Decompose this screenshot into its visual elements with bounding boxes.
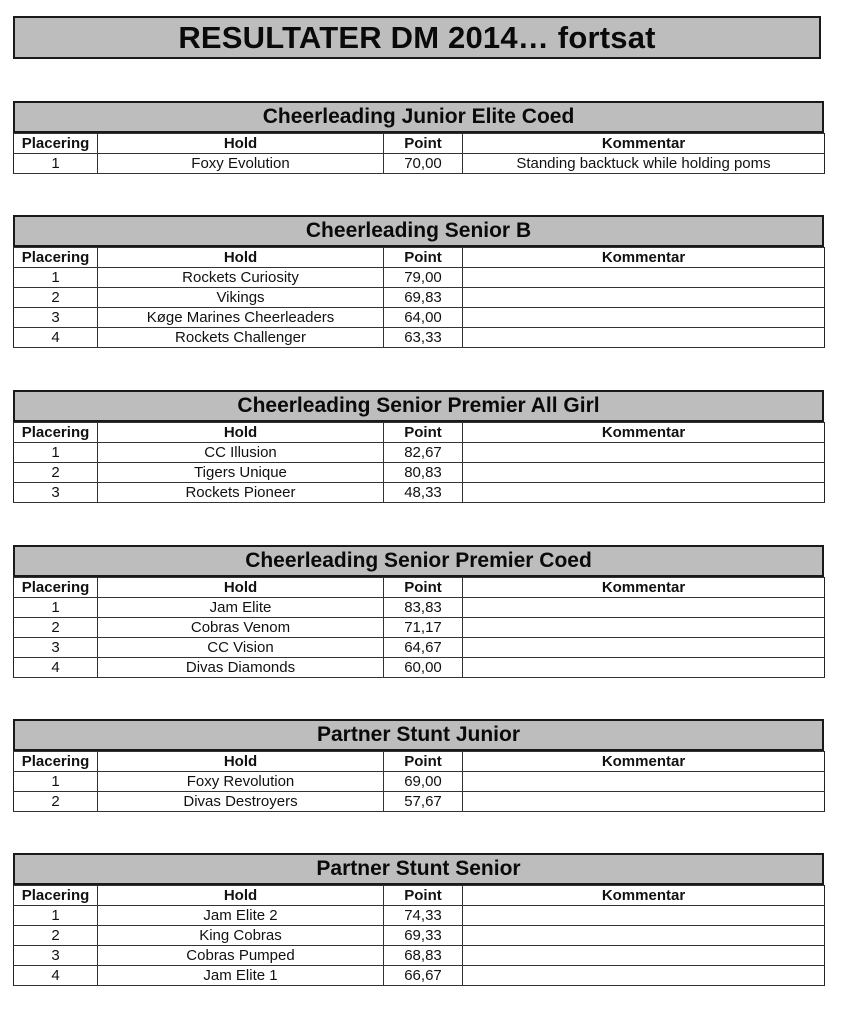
cell-kommentar (463, 443, 825, 463)
cell-hold: Cobras Pumped (98, 946, 384, 966)
table-row (14, 463, 825, 483)
cell-kommentar (463, 792, 825, 812)
cell-point: 69,00 (384, 772, 463, 792)
cell-kommentar (463, 328, 825, 348)
column-header-kommentar: Kommentar (463, 578, 825, 598)
cell-placering: 2 (14, 618, 98, 638)
results-table (13, 133, 825, 174)
table-row (14, 638, 825, 658)
cell-point: 80,83 (384, 463, 463, 483)
table-row (14, 906, 825, 926)
cell-kommentar (463, 268, 825, 288)
cell-hold: Foxy Revolution (98, 772, 384, 792)
cell-hold: King Cobras (98, 926, 384, 946)
column-header-placering: Placering (14, 752, 98, 772)
table-header-row (14, 423, 825, 443)
column-header-hold: Hold (98, 134, 384, 154)
section-title: Cheerleading Senior Premier All Girl (13, 390, 824, 422)
cell-hold: Divas Diamonds (98, 658, 384, 678)
table-row (14, 966, 825, 986)
cell-placering: 2 (14, 288, 98, 308)
results-section (13, 215, 824, 348)
cell-kommentar (463, 483, 825, 503)
cell-kommentar (463, 926, 825, 946)
cell-point: 83,83 (384, 598, 463, 618)
cell-placering: 1 (14, 154, 98, 174)
column-header-kommentar: Kommentar (463, 248, 825, 268)
table-row (14, 792, 825, 812)
column-header-hold: Hold (98, 578, 384, 598)
cell-hold: Jam Elite (98, 598, 384, 618)
section-title: Partner Stunt Junior (13, 719, 824, 751)
column-header-hold: Hold (98, 752, 384, 772)
cell-kommentar: Standing backtuck while holding poms (463, 154, 825, 174)
cell-placering: 3 (14, 308, 98, 328)
cell-point: 79,00 (384, 268, 463, 288)
table-header-row (14, 578, 825, 598)
column-header-point: Point (384, 423, 463, 443)
section-title: Cheerleading Senior B (13, 215, 824, 247)
table-header-row (14, 134, 825, 154)
table-header-row (14, 886, 825, 906)
cell-point: 64,67 (384, 638, 463, 658)
cell-kommentar (463, 966, 825, 986)
cell-placering: 2 (14, 463, 98, 483)
cell-kommentar (463, 906, 825, 926)
cell-hold: Jam Elite 2 (98, 906, 384, 926)
cell-placering: 2 (14, 792, 98, 812)
table-row (14, 598, 825, 618)
cell-placering: 3 (14, 483, 98, 503)
results-table (13, 247, 825, 348)
cell-point: 57,67 (384, 792, 463, 812)
cell-hold: Rockets Curiosity (98, 268, 384, 288)
column-header-point: Point (384, 248, 463, 268)
results-section (13, 390, 824, 503)
table-row (14, 658, 825, 678)
column-header-placering: Placering (14, 886, 98, 906)
cell-placering: 3 (14, 638, 98, 658)
cell-placering: 3 (14, 946, 98, 966)
column-header-placering: Placering (14, 578, 98, 598)
table-row (14, 154, 825, 174)
page-title: RESULTATER DM 2014… fortsat (13, 16, 821, 59)
cell-placering: 1 (14, 906, 98, 926)
column-header-kommentar: Kommentar (463, 134, 825, 154)
table-row (14, 288, 825, 308)
results-section (13, 719, 824, 812)
table-header-row (14, 752, 825, 772)
table-row (14, 443, 825, 463)
column-header-point: Point (384, 752, 463, 772)
table-row (14, 772, 825, 792)
cell-point: 68,83 (384, 946, 463, 966)
cell-hold: Rockets Challenger (98, 328, 384, 348)
cell-kommentar (463, 618, 825, 638)
cell-point: 74,33 (384, 906, 463, 926)
results-table (13, 885, 825, 986)
cell-kommentar (463, 772, 825, 792)
table-row (14, 308, 825, 328)
cell-point: 71,17 (384, 618, 463, 638)
cell-kommentar (463, 638, 825, 658)
cell-hold: Divas Destroyers (98, 792, 384, 812)
cell-hold: Cobras Venom (98, 618, 384, 638)
cell-placering: 2 (14, 926, 98, 946)
cell-point: 70,00 (384, 154, 463, 174)
column-header-placering: Placering (14, 423, 98, 443)
cell-hold: CC Vision (98, 638, 384, 658)
cell-kommentar (463, 598, 825, 618)
results-section (13, 545, 824, 678)
results-table (13, 577, 825, 678)
cell-kommentar (463, 946, 825, 966)
column-header-point: Point (384, 578, 463, 598)
cell-placering: 1 (14, 268, 98, 288)
cell-hold: Køge Marines Cheerleaders (98, 308, 384, 328)
cell-hold: Foxy Evolution (98, 154, 384, 174)
cell-kommentar (463, 658, 825, 678)
cell-placering: 1 (14, 598, 98, 618)
column-header-hold: Hold (98, 886, 384, 906)
column-header-kommentar: Kommentar (463, 886, 825, 906)
cell-point: 69,33 (384, 926, 463, 946)
cell-placering: 4 (14, 966, 98, 986)
cell-point: 82,67 (384, 443, 463, 463)
cell-point: 64,00 (384, 308, 463, 328)
table-row (14, 618, 825, 638)
results-table (13, 751, 825, 812)
cell-placering: 4 (14, 658, 98, 678)
cell-hold: Jam Elite 1 (98, 966, 384, 986)
section-title: Partner Stunt Senior (13, 853, 824, 885)
cell-hold: CC Illusion (98, 443, 384, 463)
column-header-hold: Hold (98, 423, 384, 443)
cell-placering: 4 (14, 328, 98, 348)
table-row (14, 328, 825, 348)
column-header-kommentar: Kommentar (463, 752, 825, 772)
cell-kommentar (463, 308, 825, 328)
cell-kommentar (463, 288, 825, 308)
results-section (13, 101, 824, 174)
column-header-placering: Placering (14, 134, 98, 154)
column-header-placering: Placering (14, 248, 98, 268)
table-header-row (14, 248, 825, 268)
cell-hold: Tigers Unique (98, 463, 384, 483)
table-row (14, 268, 825, 288)
cell-kommentar (463, 463, 825, 483)
cell-placering: 1 (14, 772, 98, 792)
table-row (14, 926, 825, 946)
cell-hold: Vikings (98, 288, 384, 308)
table-row (14, 946, 825, 966)
cell-point: 48,33 (384, 483, 463, 503)
cell-point: 60,00 (384, 658, 463, 678)
section-title: Cheerleading Junior Elite Coed (13, 101, 824, 133)
column-header-point: Point (384, 886, 463, 906)
section-title: Cheerleading Senior Premier Coed (13, 545, 824, 577)
column-header-kommentar: Kommentar (463, 423, 825, 443)
results-section (13, 853, 824, 986)
cell-hold: Rockets Pioneer (98, 483, 384, 503)
results-table (13, 422, 825, 503)
column-header-hold: Hold (98, 248, 384, 268)
cell-point: 69,83 (384, 288, 463, 308)
table-row (14, 483, 825, 503)
cell-point: 66,67 (384, 966, 463, 986)
cell-placering: 1 (14, 443, 98, 463)
cell-point: 63,33 (384, 328, 463, 348)
column-header-point: Point (384, 134, 463, 154)
